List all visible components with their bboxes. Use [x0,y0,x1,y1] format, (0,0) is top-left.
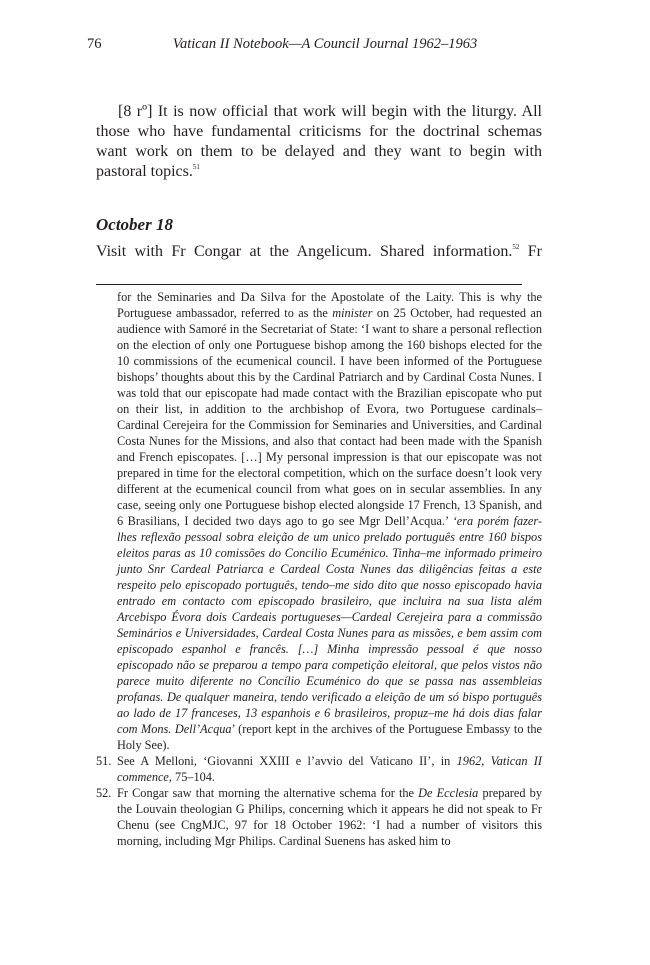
running-title: Vatican II Notebook—A Council Journal 1962–1963 [172,36,478,52]
date-heading: October 18 [96,215,173,234]
paragraph-text: [8 rº] It is now official that work will begin with the liturgy. All those who have fundamental criticisms for the doctrinal schemas want work on them to be delayed and they want to begin with pastoral topics. [96,103,542,180]
footnote-number: 51. [96,754,112,768]
footnotes-section [96,289,542,849]
fn52-italic-title: De Ecclesia [418,786,479,800]
fn-cont-italic-minister: minister [332,306,373,320]
footnote-ref-52[interactable]: 52 [512,243,520,251]
fn-cont-tail: ’ (report kept in the archives of the Portuguese Embassy to the Holy See). [117,722,542,752]
fn-cont-text-2: on 25 October, had requested an audience with Samoré in the Secretariat of State: ‘I want to share a personal reflection on the election of only one Portuguese bishop among the 160 bishops elected for the 10 commissions of the ecumenical council. I have been informed of the Portuguese bishops’ thoughts about this by the Cardinal Patriarch and by Cardinal Costa Nunes. I was told that our episcopate had made contact with the Brazilian episcopate who put on their list, in addition to the archbishop of Evora, two Portuguese cardinals–Cardinal Cerejeira for the Commission for Seminaries and Universities, and Cardinal Costa Nunes for the Missions, and also that contact had been made with the Spanish and French episcopates. […] My personal impression is that our episcopate was not prepared in time for the electoral competition, which on the surface doesn’t look very different at the ecumenical council from what goes on in secular assemblies. In any case, seeing only one Portuguese bishop elected alongside 17 French, 13 Spanish, and 6 Brasilians, I decided two days ago to go see Mgr Dell’Acqua.’ [117,306,542,528]
fn52-text-before: Fr Congar saw that morning the alternative schema for the [117,786,419,800]
footnote-divider [96,284,522,285]
footnote-ref-51[interactable]: 51 [192,163,200,171]
visit-tail: Fr [527,243,543,260]
footnote-52 [96,785,542,849]
footnote-50-continuation [96,289,542,753]
fn51-italic-title: 1962, Vatican II commence [117,754,542,784]
footnote-51 [96,753,542,785]
fn52-text-after: prepared by the Louvain theologian G Philips, concerning which it appears he did not speak to Fr Chenu (see CngMJC, 97 for 18 October 1962: ‘I had a number of visitors this morning, including Mgr Philips. Cardinal Suenens has asked him to [117,786,542,848]
footnote-number: 52. [96,786,112,800]
fn-cont-text-1: for the Seminaries and Da Silva for the Apostolate of the Laity. This is why the Portuguese ambassador, referred to as the [117,290,542,320]
fn-cont-portuguese-quote: ‘era porém fazer-lhes reflexão pessoal sobra eleição de um unico prelado português entre 160 bispos eleitos paras as 10 comissões do Concilio Ecuménico. Tinha–me informado primeiro junto Snr Cardeal Patriarca e Cardeal Costa Nunes das diligências feitas a este respeito pelo episcopado português, tendo–me sido dito que nosso episcopado havia entrado em contacto com episcopado brasileiro, que incluira na sua lista além Arcebispo Évora dois Cardeais portugueses—Cardeal Cerejeira para a commissão Seminários e Universidades, Cardeal Costa Nunes para as missões, e bem assim com episcopado espanhol e francês. […] Minha impressão pessoal é que nosso episcopado não se preparou a tempo para competição eleitoral, que pelos vistos não parece muito diferente no Concílio Ecuménico do que se passa nas assembleias profanas. De qualquer maneira, tendo verificado a eleição de um só bispo português ao lado de 17 franceses, 13 espanhois e 6 brasileiros, propuz–me há dois dias falar com Mons. Dell’Acqua [117,514,542,736]
main-paragraph [96,102,542,182]
visit-text: Visit with Fr Congar at the Angelicum. Shared information. [96,243,513,260]
visit-paragraph [96,242,542,262]
page-header [0,36,650,56]
fn51-text-after: , 75–104. [168,770,216,784]
page-number: 76 [87,36,102,52]
fn51-text-before: See A Melloni, ‘Giovanni XXIII e l’avvio del Vaticano II’, in [117,754,457,768]
